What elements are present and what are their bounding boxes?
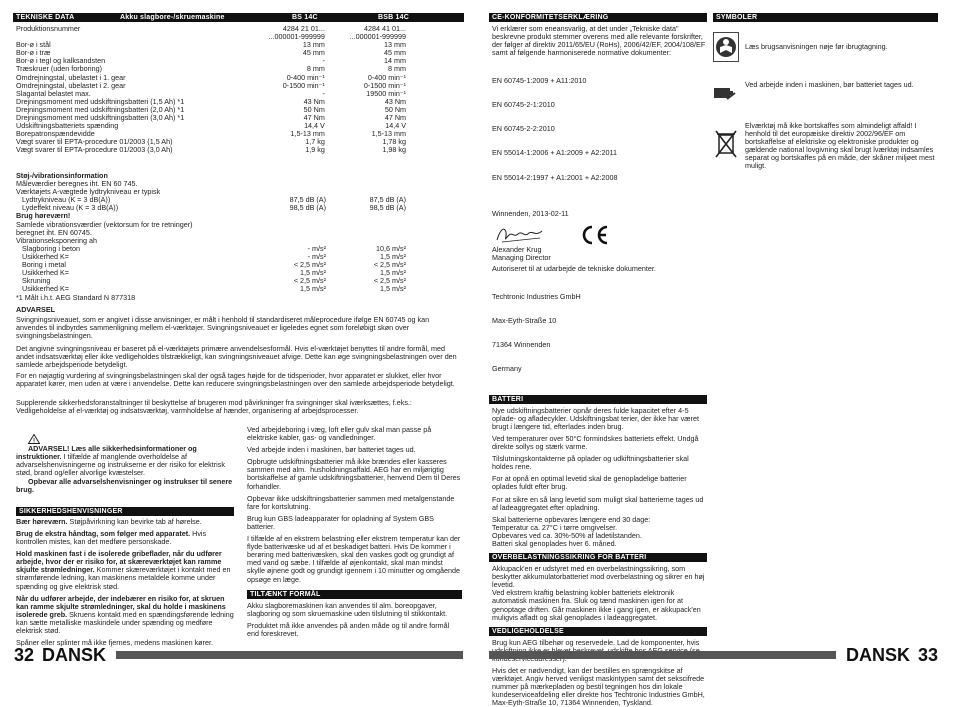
warning-text-4: Supplerende sikkerhedsforanstaltninger til beskyttelse af brugeren mod påvirkninger fra svingninger skal iværksættes, f.eks.: Vedligeholdelse af el-værktøj og indsatsværktøj, varmholdelse af hænder, organisering af arbejdsprocesser. bbox=[16, 398, 414, 416]
row-value: < 2,5 m/s² bbox=[373, 277, 406, 286]
tech-data-table bbox=[16, 25, 406, 155]
row-value: 1,78 kg bbox=[382, 138, 407, 147]
safety-3: Hold maskinen fast i de isolerede gribeflader, når du udfører arbejde, hvor der er risiko for, at skæreværktøjet kan ramme skjulte strømledninger. Kommer skæreværktøjet i kontakt med en strømførende ledning, kan maskinens metaldele komme under spænding og give elektrisk stød. bbox=[16, 549, 233, 591]
row-value: 45 mm bbox=[384, 49, 407, 58]
table-row bbox=[16, 25, 406, 33]
footnote: *1 Målt i.h.t. AEG Standard N 877318 bbox=[16, 293, 136, 302]
symbol-row bbox=[713, 32, 938, 70]
battery-4: For at opnå en optimal levetid skal de genopladelige batterier oplades fuldt efter brug. bbox=[492, 474, 689, 492]
footer-bar bbox=[116, 651, 463, 659]
table-row bbox=[16, 49, 406, 57]
table-row bbox=[16, 122, 406, 130]
safety-5: Spåner eller splinter må ikke fjernes, medens maskinen kører. bbox=[16, 638, 213, 648]
table-row bbox=[22, 253, 406, 261]
row-label bbox=[16, 33, 244, 41]
maintenance-2: Hvis det er nødvendigt, kan der bestilles en sprængskitse af værktøjet. Angiv herved venligst maskintypen samt det sekscifrede nummer på mærkepladen og bestil tegningen hos din lokale kundeserviceafdeling eller direkte hos Techtronic Industries GmbH, Max-Eyth-Straße 10, 71364 Winnenden, Tyskland. bbox=[492, 666, 707, 707]
row-value: 0-1500 min⁻¹ bbox=[282, 81, 325, 90]
norm-item: EN 55014-1:2006 + A1:2009 + A2:2011 bbox=[492, 148, 617, 158]
place-date: Winnenden, 2013-02-11 bbox=[492, 208, 569, 218]
row-label: Slagboring i beton bbox=[22, 245, 80, 253]
row-value: 45 mm bbox=[302, 49, 325, 58]
table-row bbox=[16, 98, 406, 106]
note-5: Brug kun GBS ladeapparater for opladning af System GBS batterier. bbox=[247, 513, 436, 531]
row-label: Drejningsmoment med udskiftningsbatteri (2,0 Ah) *1 bbox=[16, 105, 185, 114]
noise-title: Støj-/vibrationsinformation bbox=[16, 171, 108, 180]
row-label: Omdrejningstal, ubelastet i 2. gear bbox=[16, 81, 126, 90]
row-label: Drejningsmoment med udskiftningsbatteri (3,0 Ah) *1 bbox=[16, 114, 185, 123]
row-label: Træskruer (uden forboring) bbox=[16, 65, 103, 74]
vibration-table bbox=[22, 245, 406, 294]
safety-column bbox=[16, 426, 234, 647]
battery-2: Ved temperaturer over 50°C formindskes batteriets effekt. Undgå direkte sollys og stærk varme. bbox=[492, 433, 701, 452]
right-footer bbox=[489, 645, 938, 665]
row-value: 8 mm bbox=[306, 65, 325, 74]
language-label: DANSK bbox=[42, 644, 107, 665]
row-value: ...000001-999999 bbox=[268, 33, 325, 42]
table-row bbox=[22, 196, 406, 204]
row-label: Vægt svarer til EPTA-procedure 01/2003 (3,0 Ah) bbox=[16, 146, 173, 155]
row-value: < 2,5 m/s² bbox=[373, 261, 406, 270]
weee-bin-icon bbox=[713, 128, 739, 160]
row-value: - bbox=[322, 89, 325, 98]
row-value: 4284 21 01... bbox=[282, 25, 325, 33]
table-row bbox=[22, 269, 406, 277]
row-value: 1,5 m/s² bbox=[300, 285, 326, 294]
safety-4: Når du udfører arbejde, der indebærer en risiko for, at skruen kan ramme skjulte strømledninger, skal du holde i maskinens isolerede greb. Skruens kontakt med en spændingsførende ledning kan sætte metalliske maskindele under spænding og medføre elektrisk stød. bbox=[16, 593, 236, 635]
intended-use-2: Produktet må ikke anvendes på anden måde og til andre formål end foreskrevet. bbox=[247, 620, 452, 638]
row-value: 87,5 dB (A) bbox=[289, 196, 326, 204]
symbols-header: SYMBOLER bbox=[713, 13, 938, 22]
overload-header: OVERBELASTNINGSSIKRING FOR BATTERI bbox=[489, 553, 707, 562]
battery-6: Skal batterierne opbevares længere end 30 dage: Temperatur ca. 27°C i tørre omgivelser. Opbevares ved ca. 30%-50% af ladetilstanden. Batteri skal genoplades hver 6. måned. bbox=[492, 514, 651, 548]
row-label: Vægt svarer til EPTA-procedure 01/2003 (1,5 Ah) bbox=[16, 138, 173, 147]
battery-5: For at sikre en så lang levetid som muligt skal batterierne tages ud af ladeaggregatet efter opladning. bbox=[492, 494, 706, 512]
table-row bbox=[22, 277, 406, 285]
row-value: 50 Nm bbox=[384, 105, 407, 114]
row-value: 47 Nm bbox=[384, 114, 407, 123]
table-row bbox=[16, 33, 406, 41]
ce-column bbox=[489, 13, 707, 707]
table-row bbox=[16, 130, 406, 138]
right-page bbox=[477, 0, 954, 707]
table-row bbox=[16, 41, 406, 49]
page-number: 32 bbox=[14, 644, 35, 665]
row-value: 1,7 kg bbox=[305, 138, 325, 147]
table-row bbox=[22, 261, 406, 269]
row-value: - m/s² bbox=[307, 253, 326, 262]
row-value: 43 Nm bbox=[303, 97, 325, 106]
symbol-text: Ved arbejde inden i maskinen, bør batteriet tages ud. bbox=[745, 80, 914, 89]
intended-use-1: Akku slagboremaskinen kan anvendes til alm. boreopgaver, slagboring og som skruemaskine uden tilslutning til stikkontakt. bbox=[247, 600, 448, 618]
row-label: Omdrejningstal, ubelastet i 1. gear bbox=[16, 73, 126, 82]
row-label: Lydtrykniveau (K = 3 dB(A)) bbox=[22, 196, 111, 204]
note-6: I tilfælde af en ekstrem belastning eller ekstrem temperatur kan der flyde batterivæske ud af et beskadiget batteri. Hvis De kommer i berøring med batterivæsken, skal den vaskes godt og grundigt af med vand og sæbe. I tilfælde af øjenkontakt, skal man mindst skylle øjnene godt og grundigt igennem i 10 minutter og omgående opsøge en læge. bbox=[247, 534, 463, 584]
company-address: Techtronic Industries GmbH Max-Eyth-Straße 10 71364 Winnenden Germany bbox=[492, 291, 581, 374]
battery-1: Nye udskiftningsbatterier opnår deres fulde kapacitet efter 4-5 oplade- og afladecykler. Udskiftningsbat terier, der ikke har været brugt i længere tid, efterlades inden brug. bbox=[492, 405, 701, 431]
tech-data-header: TEKNISKE DATA Akku slagbore-/skruemaskine BS 14C BSB 14C bbox=[13, 13, 464, 22]
row-value: 1,5 m/s² bbox=[380, 253, 406, 262]
table-row bbox=[22, 245, 406, 253]
table-row bbox=[16, 106, 406, 114]
signature-image bbox=[494, 222, 546, 246]
note-4: Opbevar ikke udskiftningsbatterier sammen med metalgenstande fare for kortslutning. bbox=[247, 493, 457, 511]
warning-text-2: Det angivne svingningsniveau er baseret på el-værktøjets primære anvendelsesformål. Hvis el-værktøjet benyttes til andre formål, med andet indsatsværktøj eller ikke vedligeholdes tilstrækkeligt, kan svingningsniveauet afvige. Dette kan øge svingningsbelastningen over den samlede arbejdsperiode betydeligt. bbox=[16, 344, 459, 370]
symbol-text: Læs brugsanvisningen nøje før ibrugtagning. bbox=[745, 42, 888, 51]
notes-column bbox=[247, 426, 462, 638]
row-value: 50 Nm bbox=[303, 105, 325, 114]
row-value: - bbox=[322, 57, 325, 66]
row-value: 19500 min⁻¹ bbox=[366, 89, 407, 98]
row-label: Skruning bbox=[22, 277, 51, 286]
signer-name: Alexander Krug bbox=[492, 245, 542, 255]
left-page bbox=[0, 0, 477, 677]
ce-header: CE-KONFORMITETSERKLÆRING bbox=[489, 13, 707, 22]
row-value: ...000001-999999 bbox=[349, 33, 407, 42]
table-row bbox=[16, 90, 406, 98]
row-label: Bor-ø i tegl og kalksandsten bbox=[16, 57, 106, 66]
row-label: Usikkerhed K= bbox=[22, 253, 69, 262]
safety-2: Brug de ekstra håndtag, som følger med apparatet. Hvis kontrollen mistes, kan det medføre personskade. bbox=[16, 528, 209, 547]
language-label: DANSK bbox=[845, 644, 910, 665]
row-label: Lydeffekt niveau (K = 3 dB(A)) bbox=[22, 204, 119, 213]
intended-use-header: TILTÆNKT FORMÅL bbox=[247, 590, 462, 599]
table-row bbox=[16, 74, 406, 82]
safety-header: SIKKERHEDSHENVISNINGER bbox=[16, 507, 234, 516]
row-value: 0-400 min⁻¹ bbox=[286, 73, 325, 82]
row-label: Usikkerhed K= bbox=[22, 269, 69, 278]
vibration-intro: Samlede vibrationsværdier (vektorsum for tre retninger) beregnet iht. EN 60745. Vibrationseksponering ah bbox=[16, 220, 193, 246]
row-label: Bor-ø i træ bbox=[16, 49, 51, 58]
row-value: 1,5-13 mm bbox=[371, 130, 407, 139]
row-value: 1,5 m/s² bbox=[380, 269, 406, 278]
ce-text: Vi erklærer som eneansvarlig, at det under „Tekniske data" beskrevne produkt stemmer overens med alle relevante forskrifter, der følger af direktiv 2011/65/EU (RoHs), 2006/42/EF, 2004/108/EF samt af følgende harmoniserede normative dokumenter: bbox=[492, 24, 708, 58]
row-label: Slagantal belastet max. bbox=[16, 89, 91, 98]
maintenance-1: Brug kun AEG tilbehør og reservedele. Lad de komponenter, hvis bbox=[492, 637, 700, 647]
row-value: 98,5 dB (A) bbox=[289, 204, 326, 213]
page-number: 33 bbox=[917, 644, 938, 665]
table-row bbox=[22, 204, 406, 212]
warning-text-3: For en nøjagtig vurdering af svingningsbelastningen skal der også tages højde for de tidsperioder, hvor apparatet er slukket, eller hvor apparatet kører, men uden at være i anvendelse. Dette kan reducere svingningsbelastningen over den samlede arbejdsperiode betydeligt. bbox=[16, 371, 455, 389]
row-value: 43 Nm bbox=[384, 97, 407, 106]
table-row bbox=[16, 65, 406, 73]
row-value: 10,6 m/s² bbox=[376, 245, 406, 253]
row-value: 1,98 kg bbox=[382, 146, 407, 155]
table-row bbox=[16, 57, 406, 65]
row-value: 98,5 dB (A) bbox=[369, 204, 406, 213]
safety-1: Bær høreværn. Støjpåvirkning kan bevirke tab af hørelse. bbox=[16, 516, 202, 526]
row-label: Usikkerhed K= bbox=[22, 285, 69, 294]
row-label: Boring i metal bbox=[22, 261, 66, 270]
row-value: 1,5-13 mm bbox=[290, 130, 325, 139]
row-value: 87,5 dB (A) bbox=[369, 196, 406, 204]
norm-item: EN 60745-1:2009 + A11:2010 bbox=[492, 75, 587, 85]
row-value: 1,5 m/s² bbox=[300, 269, 326, 278]
ce-norms bbox=[489, 60, 707, 198]
row-value: < 2,5 m/s² bbox=[293, 261, 326, 270]
read-manual-icon bbox=[713, 32, 739, 62]
row-label: Drejningsmoment med udskiftningsbatteri (1,5 Ah) *1 bbox=[16, 97, 185, 106]
row-value: 0-1500 min⁻¹ bbox=[363, 81, 407, 90]
norm-item: EN 60745-2-1:2010 bbox=[492, 99, 555, 109]
table-row bbox=[16, 114, 406, 122]
note-3: Opbrugte udskiftningsbatterier må ikke brændes eller kasseres sammen med alm. husholdningsaffald. AEG har en miljørigtig bortskaffelse af gamle udskiftningsbatterier, henvend Dem til Deres forhandler. bbox=[247, 457, 463, 491]
table-row bbox=[16, 146, 406, 154]
row-value: 14,4 V bbox=[385, 122, 407, 131]
noise-table bbox=[22, 196, 406, 212]
note-2: Ved arbejde inden i maskinen, bør batteriet tages ud. bbox=[247, 445, 416, 455]
row-label: Udskiftningsbatteriets spænding bbox=[16, 122, 119, 131]
row-value: 8 mm bbox=[388, 65, 407, 74]
row-value: 1,5 m/s² bbox=[380, 285, 406, 294]
footer-bar bbox=[489, 651, 836, 659]
row-value: 4284 41 01... bbox=[364, 25, 407, 33]
row-value: 47 Nm bbox=[303, 114, 325, 123]
ce-mark-icon bbox=[579, 224, 611, 246]
battery-header: BATTERI bbox=[489, 395, 707, 404]
signer-title: Managing Director bbox=[492, 253, 551, 263]
general-warning: ! ADVARSEL! Læs alle sikkerhedsinformationer og instruktioner. I tilfælde af manglende overholdelse af advarselshenvisningerne og instrukserne er der risiko for elektrisk stød, brand og/eller alvorlige kvæstelser. Opbevar alle advarselshenvisninger og instrukser til senere brug. bbox=[16, 426, 234, 502]
warning-triangle-icon bbox=[28, 434, 40, 444]
warning-title: ADVARSEL bbox=[16, 305, 56, 314]
norm-item: EN 55014-2:1997 + A1:2001 + A2:2008 bbox=[492, 172, 618, 182]
ear-protection: Brug høreværn! bbox=[16, 211, 71, 220]
table-row bbox=[16, 138, 406, 146]
maintenance-header: VEDLIGEHOLDELSE bbox=[489, 627, 707, 636]
battery-3: Tilslutningskontakterne på oplader og udkiftningsbatterier skal holdes rene. bbox=[492, 454, 691, 472]
row-value: 14 mm bbox=[384, 57, 407, 66]
row-label: Bor-ø i stål bbox=[16, 41, 51, 50]
symbol-row bbox=[713, 78, 938, 114]
authorization: Autoriseret til at udarbejde de tekniske dokumenter. bbox=[492, 264, 656, 274]
table-row bbox=[16, 82, 406, 90]
row-value: 14,4 V bbox=[304, 122, 325, 131]
warning-text-1: Svingningsniveauet, som er angivet i disse anvisninger, er målt i henhold til standardiseret måleprocedure ifølge EN 60745 og kan anvendes til indbyrdes sammenligning mellem el-værktøjer. Svingningsniveauet er ligeledes egnet som foreløbigt skøn over svingningsbelastningen. bbox=[16, 315, 432, 341]
row-value: 13 mm bbox=[302, 41, 325, 50]
left-footer bbox=[14, 645, 463, 665]
overload-text: Akkupack'en er udstyret med en overbelastningssikring, som beskytter akkumulatorbatteriet mod overbelastning og sikrer en høj levetid. Ved ekstrem kraftig belastning kobler batteriets elektronik automatisk maskinen fra. Sluk og tænd maskinen igen for at genoptage driften. Går maskinen ikke i gang igen, er akkupack'en muligvis afladt og skal genoplades i ladeaggregatet. bbox=[492, 564, 705, 622]
row-value: 13 mm bbox=[384, 41, 407, 50]
symbol-row bbox=[713, 121, 938, 198]
symbol-text: Elværktøj må ikke bortskaffes som almindeligt affald! I henhold til det europæiske direktiv 2002/96/EF om bortskaffelse af elektriske og elektroniske produkter og gældende national lovgivning skal brugt lværktøj indsamles separat og bortskaffes på en måde, der skåner miljøet mest muligt. bbox=[745, 121, 937, 171]
row-label: Borepatronspændevidde bbox=[16, 130, 95, 139]
svg-text:!: ! bbox=[32, 438, 35, 445]
remove-battery-icon bbox=[713, 80, 739, 106]
row-label: Produktionsnummer bbox=[16, 25, 81, 33]
note-1: Ved arbejdeboring i væg, loft eller gulv skal man passe på elektriske kabler, gas- og vandledninger. bbox=[247, 425, 434, 443]
norm-item: EN 60745-2-2:2010 bbox=[492, 124, 555, 134]
row-value: < 2,5 m/s² bbox=[293, 277, 326, 286]
symbols-column bbox=[713, 13, 938, 198]
row-value: 1,9 kg bbox=[305, 146, 325, 155]
row-value: 0-400 min⁻¹ bbox=[367, 73, 407, 82]
row-value: - m/s² bbox=[307, 245, 326, 253]
noise-intro: Måleværdier beregnes iht. EN 60 745. Værktøjets A-vægtede lydtrykniveau er typisk bbox=[16, 179, 161, 197]
